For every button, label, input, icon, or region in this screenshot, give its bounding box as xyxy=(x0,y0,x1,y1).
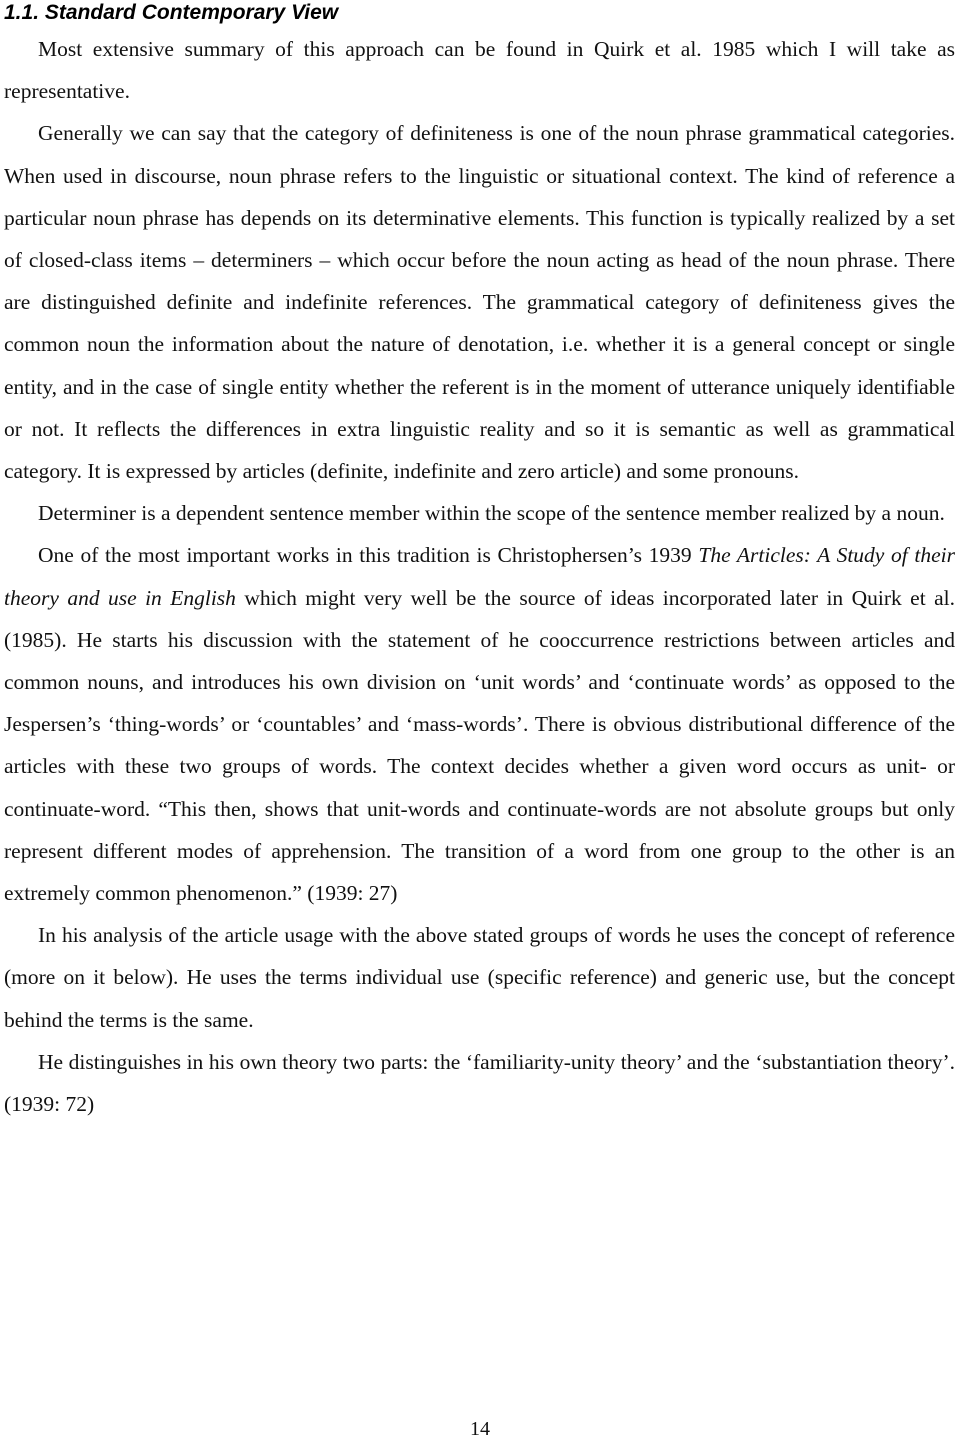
book-title: The Articles: A Study of their theory and use in English xyxy=(4,543,955,610)
paragraph-quirk: Most extensive summary of this approach can be found in Quirk et al. 1985 which I will take as representative. xyxy=(4,37,955,104)
page-number: 14 xyxy=(470,1418,490,1440)
paragraph-two-theories: He distinguishes in his own theory two parts: the ‘familiarity-unity theory’ and the ‘substantiation theory’. (1939: 72) xyxy=(4,1049,955,1117)
christophersen-text-after: which might very well be the source of ideas incorporated later in Quirk et al. (1985). He starts his discussion with the statement of he cooccurrence restrictions between articles and common nouns, and introduces his own division on ‘unit words’ and ‘continuate words’ as opposed to the Jespersen’s ‘thing-words’ or ‘countables’ and ‘mass-words’. There is obvious distributional difference of the articles with these two groups of words. The context decides whether a given word occurs as unit- or continuate-word. “This then, shows that unit-words and continuate-words are not absolute groups but only represent different modes of apprehension. The transition of a word from one group to the other is an extremely common phenomenon.” (1939: 27) xyxy=(4,585,955,906)
paragraph-christophersen xyxy=(4,534,955,914)
paragraph-article-usage: In his analysis of the article usage with the above stated groups of words he uses the concept of reference (more on it below). He uses the terms individual use (specific reference) and generic use, but the concept behind the terms is the same. xyxy=(4,923,955,1032)
paragraph-determiner: Determiner is a dependent sentence member within the scope of the sentence member realized by a noun. xyxy=(38,501,945,526)
body-text xyxy=(4,28,955,1125)
paragraph-definiteness: Generally we can say that the category of definiteness is one of the noun phrase grammatical categories. When used in discourse, noun phrase refers to the linguistic or situational context. The kind of reference a particular noun phrase has depends on its determinative elements. This function is typically realized by a set of closed-class items – determiners – which occur before the noun acting as head of the noun phrase. There are distinguished definite and indefinite references. The grammatical category of definiteness gives the common noun the information about the nature of denotation, i.e. whether it is a general concept or single entity, and in the case of single entity whether the referent is in the moment of utterance uniquely identifiable or not. It reflects the differences in extra linguistic reality and so it is semantic as well as grammatical category. It is expressed by articles (definite, indefinite and zero article) and some pronouns. xyxy=(4,121,955,484)
section-heading: 1.1. Standard Contemporary View xyxy=(4,1,339,24)
christophersen-text-before: One of the most important works in this tradition is Christophersen’s 1939 xyxy=(38,543,699,568)
